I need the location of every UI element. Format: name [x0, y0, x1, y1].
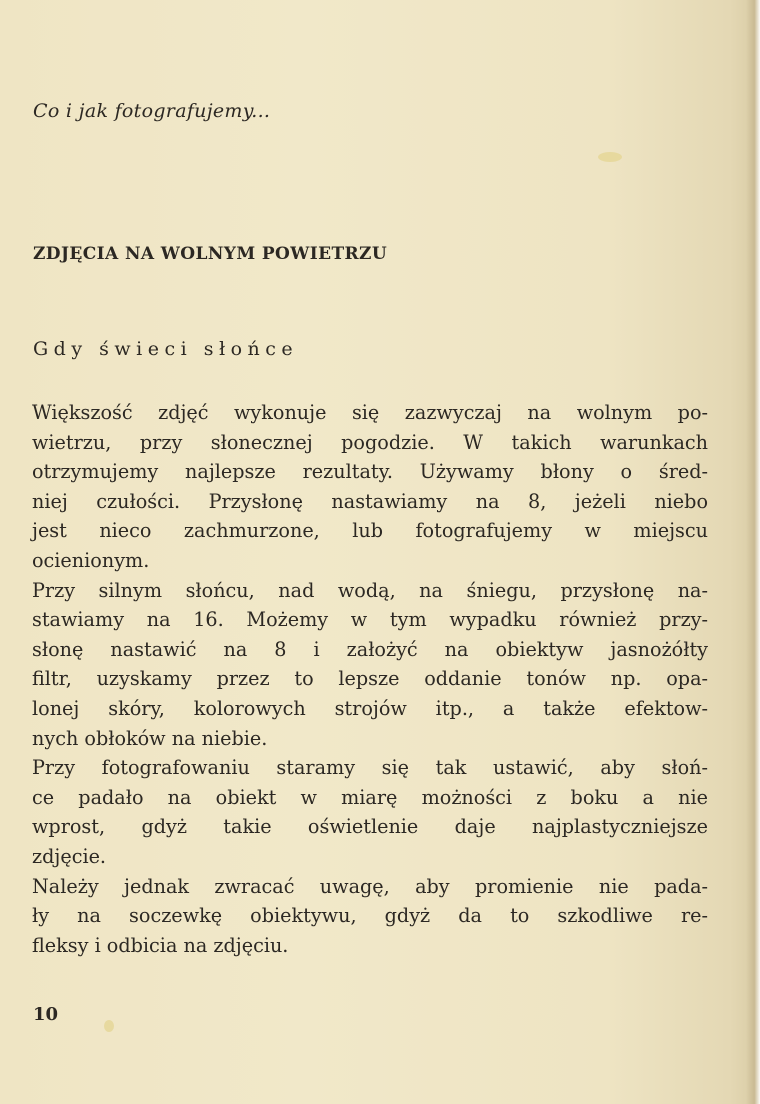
subsection-title: Gdy świeci słońce: [33, 338, 299, 360]
paper-fleck: [104, 1020, 114, 1032]
paper-fleck: [598, 152, 622, 162]
body-line: niej czułości. Przysłonę nastawiamy na 8, jeżeli niebo: [32, 489, 708, 513]
page-edge-shadow: [746, 0, 760, 1104]
body-line: zdjęcie.: [32, 844, 107, 868]
body-line: ły na soczewkę obiektywu, gdyż da to szkodliwe re-: [32, 904, 708, 928]
body-line: Przy fotografowaniu staramy się tak ustawić, aby słoń-: [32, 756, 708, 780]
section-title: ZDJĘCIA NA WOLNYM POWIETRZU: [33, 244, 388, 264]
body-line: ocienionym.: [32, 548, 150, 572]
body-line: otrzymujemy najlepsze rezultaty. Używamy błony o śred-: [32, 460, 708, 484]
body-line: wietrzu, przy słonecznej pogodzie. W takich warunkach: [32, 430, 708, 454]
body-line: stawiamy na 16. Możemy w tym wypadku również przy-: [32, 608, 708, 632]
body-line: nych obłoków na niebie.: [32, 726, 268, 750]
body-line: fleksy i odbicia na zdjęciu.: [32, 933, 289, 957]
page-number: 10: [33, 1004, 59, 1025]
body-line: Należy jednak zwracać uwagę, aby promienie nie pada-: [32, 874, 708, 898]
body-line: ce padało na obiekt w miarę możności z boku a nie: [32, 785, 708, 809]
body-line: filtr, uzyskamy przez to lepsze oddanie tonów np. opa-: [32, 667, 708, 691]
body-text: [32, 398, 708, 960]
body-line: lonej skóry, kolorowych strojów itp., a także efektow-: [32, 696, 708, 720]
running-header: Co i jak fotografujemy...: [33, 100, 271, 122]
body-line: słonę nastawić na 8 i założyć na obiektyw jasnożółty: [32, 637, 708, 661]
body-line: jest nieco zachmurzone, lub fotografujemy w miejscu: [32, 519, 708, 543]
body-line: wprost, gdyż takie oświetlenie daje najplastyczniejsze: [32, 815, 708, 839]
body-line: Większość zdjęć wykonuje się zazwyczaj na wolnym po-: [32, 401, 708, 424]
body-line: Przy silnym słońcu, nad wodą, na śniegu, przysłonę na-: [32, 578, 708, 602]
